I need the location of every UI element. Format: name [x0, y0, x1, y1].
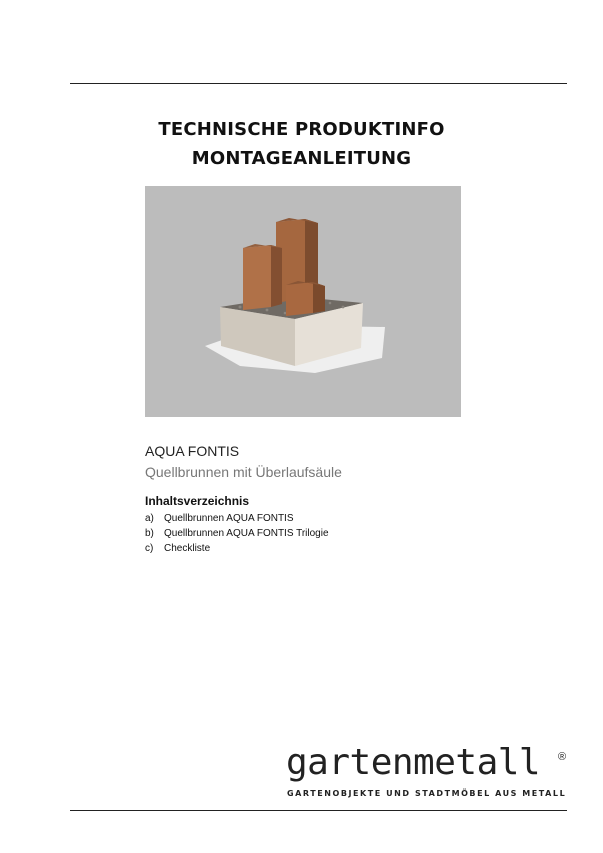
product-name: AQUA FONTIS	[145, 443, 240, 459]
product-subtitle: Quellbrunnen mit Überlaufsäule	[145, 464, 342, 480]
toc-marker: c)	[145, 543, 154, 554]
toc-marker: a)	[145, 513, 154, 524]
toc-item-label: Quellbrunnen AQUA FONTIS Trilogie	[164, 528, 329, 539]
small-column-side	[313, 282, 325, 313]
bottom-rule	[70, 810, 567, 811]
toc-heading: Inhaltsverzeichnis	[145, 494, 250, 508]
registered-mark: ®	[558, 751, 567, 763]
small-column-front	[286, 282, 313, 316]
document-subtitle: MONTAGEANLEITUNG	[191, 148, 412, 169]
toc-marker: b)	[145, 528, 154, 539]
brand-logo: gartenmetall	[286, 742, 541, 783]
top-rule	[70, 83, 567, 84]
product-photo	[145, 186, 461, 417]
fountain-illustration	[145, 186, 461, 417]
brand-tagline: GARTENOBJEKTE UND STADTMÖBEL AUS METALL	[287, 789, 567, 798]
toc-item	[145, 526, 329, 541]
toc-item	[145, 511, 329, 526]
toc-list	[145, 511, 329, 556]
mid-column-side	[271, 245, 282, 307]
toc-item	[145, 541, 329, 556]
toc-item-label: Quellbrunnen AQUA FONTIS	[164, 513, 294, 524]
document-title: TECHNISCHE PRODUKTINFO	[158, 119, 445, 140]
toc-item-label: Checkliste	[164, 543, 211, 554]
mid-column-front	[243, 245, 271, 310]
